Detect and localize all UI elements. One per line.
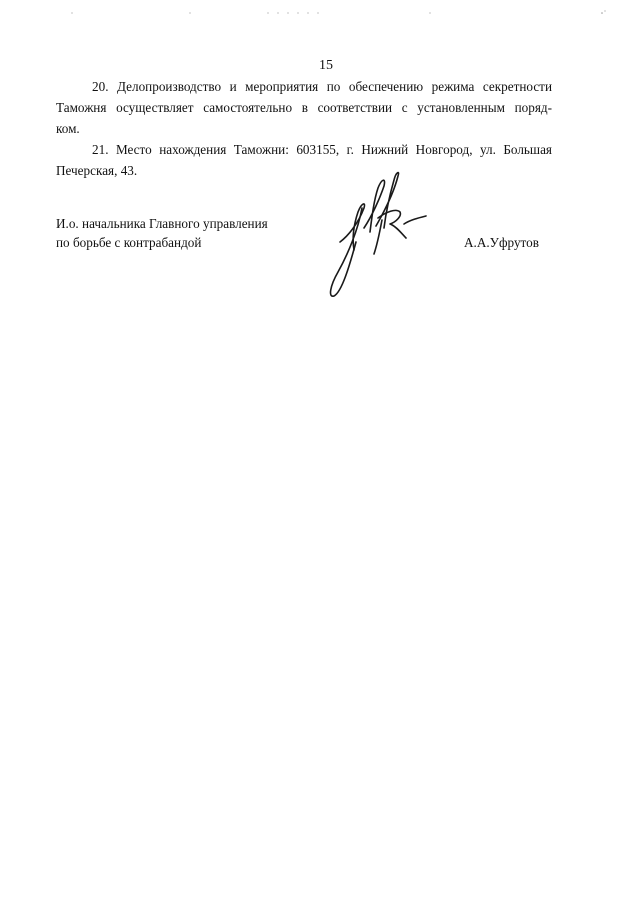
- paragraph-line: Таможня осуществляет самостоятельно в соответствии с установленным поряд-: [56, 100, 552, 115]
- handwritten-signature: [318, 168, 442, 304]
- signer-name: А.А.Уфрутов: [464, 235, 539, 250]
- paragraph-line: ком.: [56, 121, 80, 136]
- paragraph-line: 21. Место нахождения Таможни: 603155, г. Нижний Новгород, ул. Большая: [92, 142, 552, 157]
- signer-position-line: И.о. начальника Главного управления: [56, 216, 268, 231]
- page-number: 15: [319, 58, 333, 73]
- scan-artifact-dots: [0, 8, 640, 18]
- paragraph-line: Печерская, 43.: [56, 163, 138, 178]
- signature-icon: [318, 168, 442, 304]
- document-body: [56, 76, 552, 181]
- signer-position: [56, 214, 296, 252]
- paragraph-line: 20. Делопроизводство и мероприятия по обеспечению режима секретности: [92, 79, 552, 94]
- paragraph-20: [56, 76, 552, 139]
- signer-position-line: по борьбе с контрабандой: [56, 235, 202, 250]
- paragraph-21: [56, 139, 552, 181]
